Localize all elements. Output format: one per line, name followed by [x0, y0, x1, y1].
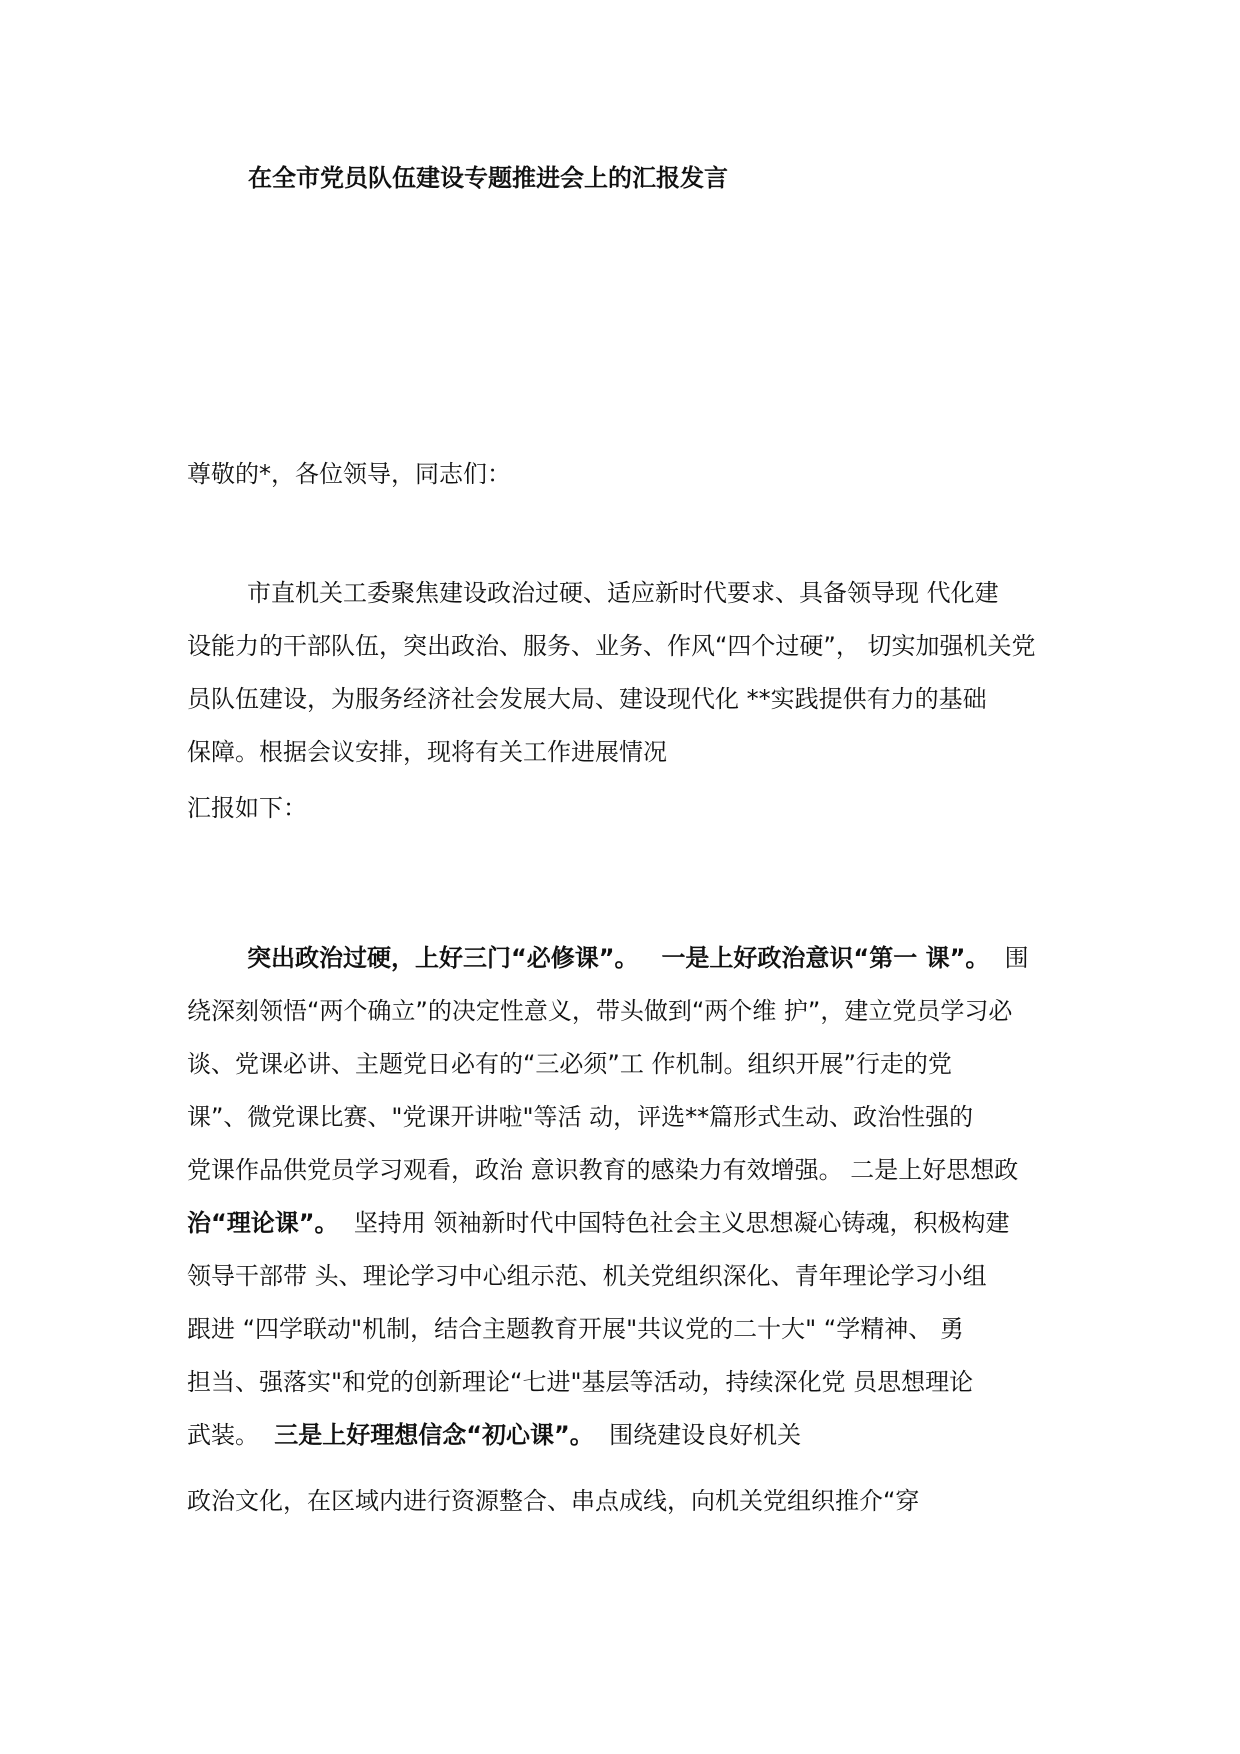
- text-line: 设能力的干部队伍，突出政治、服务、业务、作风“四个过硬”， 切实加强机关党: [187, 632, 1036, 660]
- text-run: 坚持用 领袖新时代中国特色社会主义思想凝心铸魂，积极构建: [353, 1209, 1010, 1237]
- text-line: 党课作品供党员学习观看，政治 意识教育的感染力有效增强。 二是上好思想政: [187, 1156, 1019, 1184]
- subsection-heading: 治“理论课”。: [187, 1209, 339, 1237]
- text-run: 围绕建设良好机关: [609, 1421, 802, 1449]
- text-line: 市直机关工委聚焦建设政治过硬、适应新时代要求、具备领导现 代化建: [247, 579, 999, 607]
- document-title: 在全市党员队伍建设专题推进会上的汇报发言: [248, 164, 728, 192]
- text-line: [187, 1197, 1057, 1250]
- section-heading: 突出政治过硬，上好三门“必修课”。: [247, 944, 639, 972]
- section-political-paragraph: [187, 932, 1057, 1462]
- continuation-paragraph: [187, 1475, 1057, 1528]
- text-line: 保障。根据会议安排，现将有关工作进展情况: [187, 738, 667, 766]
- salutation: 尊敬的*，各位领导，同志们：: [187, 460, 511, 488]
- text-line: 汇报如下：: [187, 794, 307, 822]
- text-line: 绕深刻领悟“两个确立”的决定性意义，带头做到“两个维 护”，建立党员学习必: [187, 997, 1013, 1025]
- intro-paragraph: [187, 567, 1057, 779]
- text-line: 跟进 “四学联动"机制，结合主题教育开展"共议党的二十大" “学精神、 勇: [187, 1315, 964, 1343]
- subsection-heading: 一是上好政治意识“第一 课”。: [661, 944, 990, 972]
- text-line: 谈、党课必讲、主题党日必有的“三必须”工 作机制。组织开展”行走的党: [187, 1050, 952, 1078]
- report-line-paragraph: [187, 782, 1057, 835]
- text-run: 武装。: [187, 1421, 259, 1449]
- text-run: 围: [1004, 944, 1029, 972]
- text-line: [187, 932, 1057, 985]
- subsection-heading: 三是上好理想信念“初心课”。: [274, 1421, 594, 1449]
- text-line: [187, 1409, 1057, 1462]
- text-line: 课”、微党课比赛、"党课开讲啦"等活 动，评选**篇形式生动、政治性强的: [187, 1103, 974, 1131]
- text-line: 政治文化，在区域内进行资源整合、串点成线，向机关党组织推介“穿: [187, 1487, 920, 1515]
- text-line: 担当、强落实"和党的创新理论“七进"基层等活动，持续深化党 员思想理论: [187, 1368, 974, 1396]
- text-line: 员队伍建设，为服务经济社会发展大局、建设现代化 **实践提供有力的基础: [187, 685, 987, 713]
- text-line: 领导干部带 头、理论学习中心组示范、机关党组织深化、青年理论学习小组: [187, 1262, 987, 1290]
